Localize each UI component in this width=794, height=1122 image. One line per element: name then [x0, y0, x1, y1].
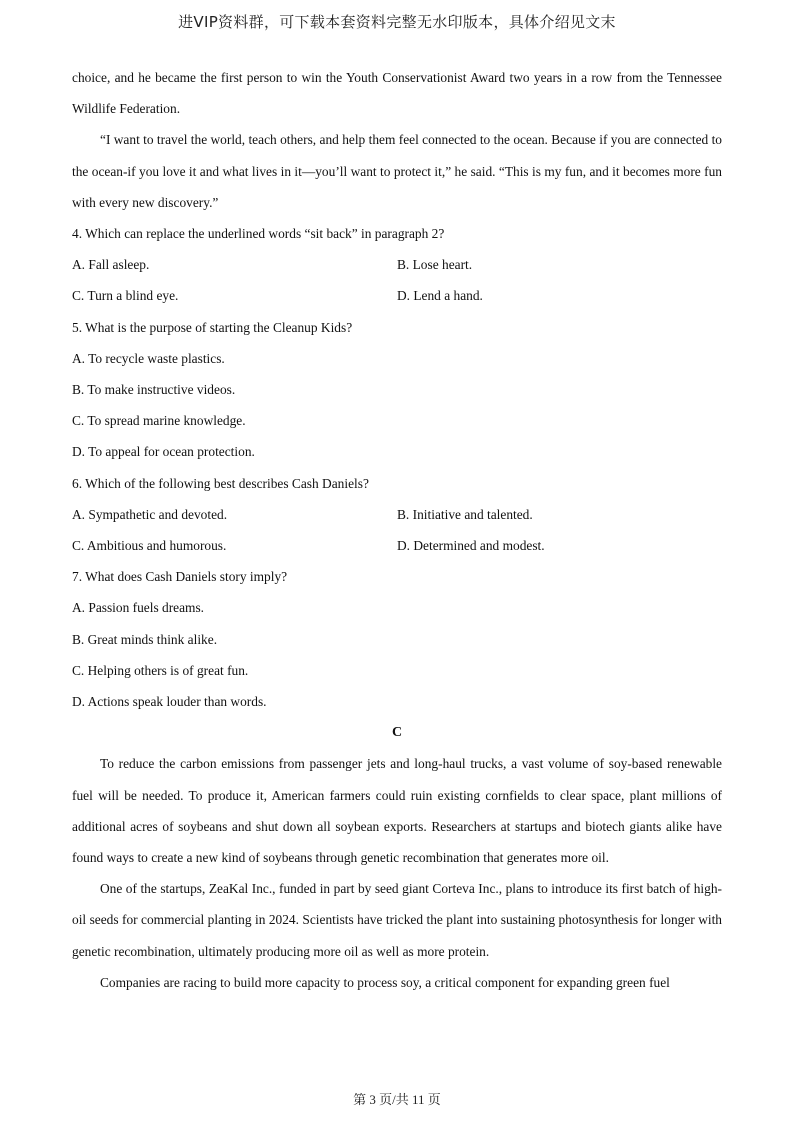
- option-d: D. Determined and modest.: [397, 538, 545, 554]
- option-row: [72, 280, 722, 311]
- page-header-notice: 进VIP资料群，可下载本套资料完整无水印版本，具体介绍见文末: [178, 13, 616, 31]
- section-c-paragraph-1: To reduce the carbon emissions from passenger jets and long-haul trucks, a vast volume of soy-based renewable fuel will be needed. To produce it, American farmers could ruin existing cornfields to clear space, plant millions of additional acres of soybeans and shut down all soybean exports. Researchers at startups and biotech giants alike have found ways to create a new kind of soybeans through genetic recombination that generates more oil.: [72, 756, 722, 866]
- option-c: C. Turn a blind eye.: [72, 288, 179, 304]
- question-stem: 6. Which of the following best describes Cash Daniels?: [72, 475, 369, 491]
- option-b: B. Lose heart.: [397, 257, 473, 273]
- question-5: [72, 312, 722, 468]
- option-b: B. To make instructive videos.: [72, 382, 236, 398]
- option-row: [72, 249, 722, 280]
- passage-b-paragraph-2: “I want to travel the world, teach others, and help them feel connected to the ocean. Because if you are connected to the ocean-if you love it and what lives in it—you’ll want to protect it,” he said. “This is my fun, and it becomes more fun with every new discovery.”: [72, 132, 722, 210]
- option-c: C. To spread marine knowledge.: [72, 413, 246, 429]
- option-a: A. Passion fuels dreams.: [72, 600, 205, 616]
- option-c: C. Ambitious and humorous.: [72, 538, 227, 554]
- question-7: [72, 561, 722, 717]
- section-c-paragraph-3: Companies are racing to build more capacity to process soy, a critical component for expanding green fuel: [100, 974, 670, 990]
- option-row: [72, 499, 722, 530]
- option-d: D. Lend a hand.: [397, 288, 483, 304]
- question-stem: 4. Which can replace the underlined words “sit back” in paragraph 2?: [72, 226, 445, 242]
- section-c-title: C: [391, 725, 403, 741]
- page-number-footer: 第 3 页/共 11 页: [353, 1092, 441, 1107]
- option-c: C. Helping others is of great fun.: [72, 662, 249, 678]
- option-a: A. Sympathetic and devoted.: [72, 506, 228, 522]
- passage-b-paragraph-1: choice, and he became the first person to win the Youth Conservationist Award two years in a row from the Tennessee Wildlife Federation.: [72, 70, 722, 117]
- option-d: D. Actions speak louder than words.: [72, 694, 267, 710]
- section-c-paragraph-2: One of the startups, ZeaKal Inc., funded in part by seed giant Corteva Inc., plans to introduce its first batch of high-oil seeds for commercial planting in 2024. Scientists have tricked the plant into sustaining photosynthesis for longer with genetic recombination, ultimately producing more oil as well as more protein.: [72, 881, 722, 959]
- option-a: A. To recycle waste plastics.: [72, 350, 225, 366]
- option-b: B. Initiative and talented.: [397, 506, 533, 522]
- option-d: D. To appeal for ocean protection.: [72, 444, 255, 460]
- question-stem: 7. What does Cash Daniels story imply?: [72, 569, 288, 585]
- page-content: [72, 62, 722, 998]
- option-b: B. Great minds think alike.: [72, 631, 218, 647]
- question-4: [72, 218, 722, 312]
- question-6: [72, 468, 722, 562]
- option-a: A. Fall asleep.: [72, 257, 150, 273]
- option-row: [72, 530, 722, 561]
- question-stem: 5. What is the purpose of starting the Cleanup Kids?: [72, 319, 353, 335]
